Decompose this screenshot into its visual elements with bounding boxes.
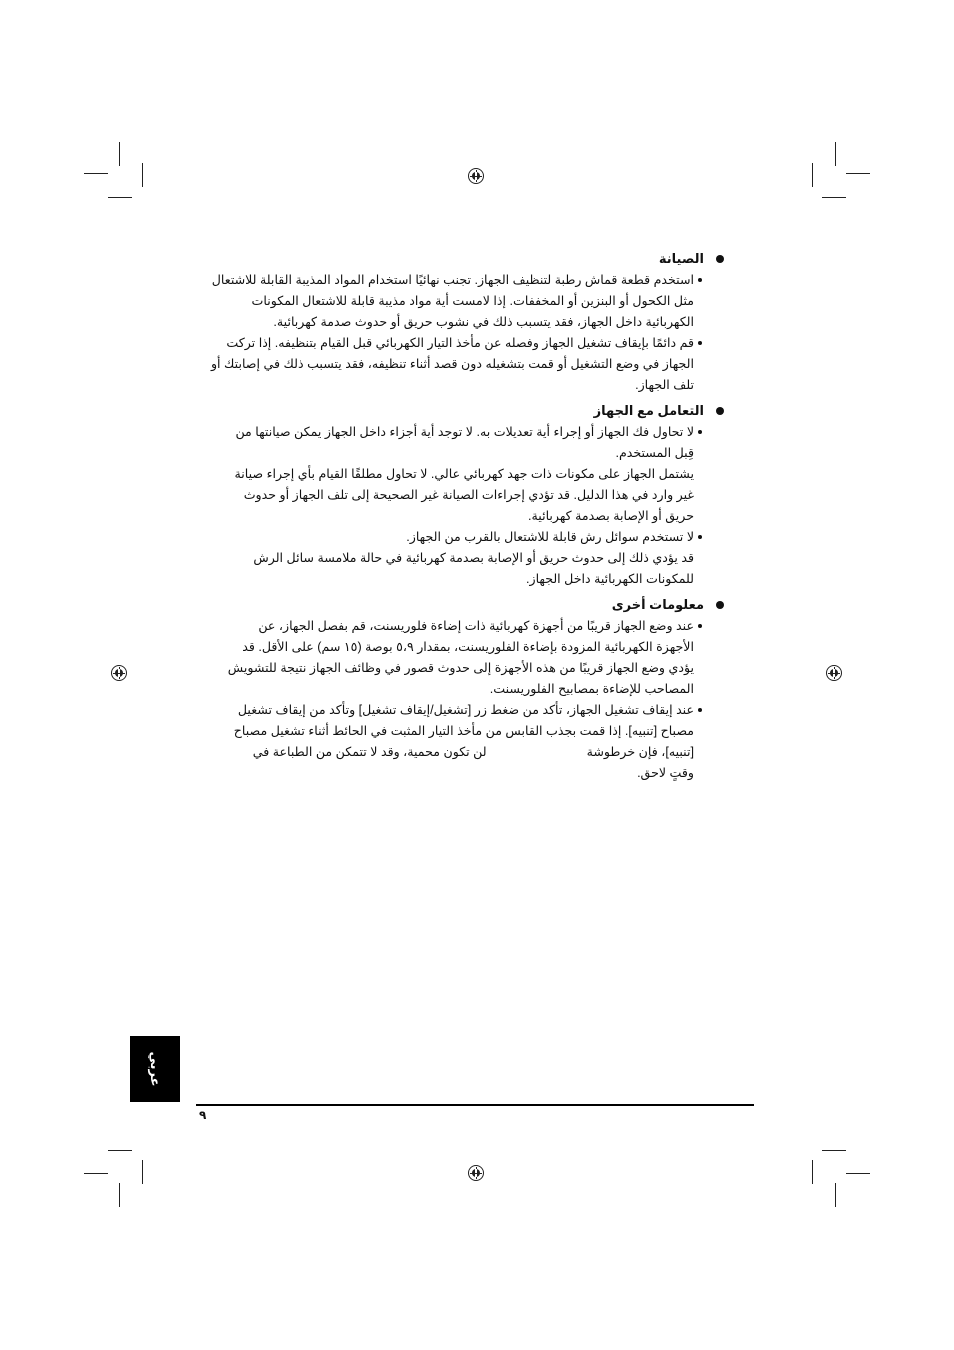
bullet-icon (698, 278, 702, 282)
text-line: مثل الكحول أو البنزين أو المخففات. إذا لامست أية مواد مذيبة قابلة للاشتعال المكونات (251, 294, 694, 308)
section-title-text: الصيانة (658, 251, 704, 266)
text-line: لا تحاول فك الجهاز أو إجراء أية تعديلات به. لا توجد أية أجزاء داخل الجهاز يمكن صيانتها من (235, 425, 694, 439)
text-line: لا تستخدم سوائل رش قابلة للاشتعال بالقرب من الجهاز. (406, 530, 694, 544)
crop-mark (835, 142, 836, 166)
bullet-icon (698, 430, 702, 434)
section-title (196, 594, 724, 615)
bullet-icon (716, 255, 724, 263)
text-line: تلف الجهاز. (635, 378, 694, 392)
text-line: للمكونات الكهربائية داخل الجهاز. (525, 572, 694, 586)
text-line: الكهربائية داخل الجهاز، فقد يتسبب ذلك في نشوب حريق أو حدوث صدمة كهربائية. (273, 315, 694, 329)
crop-mark (846, 173, 870, 174)
crop-mark (84, 173, 108, 174)
list-item (196, 333, 724, 396)
bullet-icon (698, 341, 702, 345)
bullet-icon (698, 535, 702, 539)
crop-mark (119, 142, 120, 166)
text-line: غير وارد في هذا الدليل. قد تؤدي إجراءات الصيانة غير الصحيحة إلى تلف الجهاز أو حدوث (243, 488, 694, 502)
text-line: الجهاز في وضع التشغيل أو قمت بتشغيله دون قصد أثناء تنظيفه، فقد يتسبب ذلك في إصابتك أو (210, 357, 694, 371)
bullet-icon (698, 708, 702, 712)
section-maintenance (196, 248, 724, 396)
registration-mark-icon (826, 665, 842, 681)
text-line: حريق أو الإصابة بصدمة كهربائية. (528, 509, 694, 523)
text-line: قم دائمًا بإيقاف تشغيل الجهاز وفصله عن مأخذ التيار الكهربائي قبل القيام بتنظيفه. إذا تركت (226, 336, 694, 350)
text-line: الأجهزة الكهربائية المزودة بإضاءة الفلوريسنت، بمقدار ٥،٩ بوصة (١٥ سم) على الأقل. قد (242, 640, 694, 654)
registration-mark-icon (468, 168, 484, 184)
footer-rule (196, 1104, 754, 1106)
text-line (168, 742, 694, 763)
crop-mark (812, 1160, 813, 1184)
crop-mark (812, 163, 813, 187)
crop-mark (84, 1173, 108, 1174)
crop-mark (142, 1160, 143, 1184)
registration-mark-icon (468, 1165, 484, 1181)
list-item (196, 270, 724, 333)
page-content (196, 248, 724, 788)
text-fragment: [تنبيه]، فإن خرطوشة (586, 745, 694, 759)
section-title (196, 400, 724, 421)
text-fragment: لن تكون محمية، وقد لا تتمكن من الطباعة في (252, 745, 487, 759)
text-line: يشتمل الجهاز على مكونات ذات جهد كهربائي عالي. لا تحاول مطلقًا القيام بأي إجراء صيانة (234, 467, 694, 481)
text-line: يؤدي وضع الجهاز قريبًا من هذه الأجهزة إلى حدوث قصور في وظائف الجهاز نتيجة للتشويش (227, 661, 694, 675)
crop-mark (835, 1183, 836, 1207)
crop-mark (822, 197, 846, 198)
list-item (196, 616, 724, 700)
text-line: استخدم قطعة قماش رطبة لتنظيف الجهاز. تجنب نهائيًا استخدام المواد المذيبة القابلة للاشتعال (211, 273, 694, 287)
section-handling (196, 400, 724, 590)
section-other-info (196, 594, 724, 784)
language-tab-label: عربي (148, 1051, 163, 1087)
crop-mark (142, 163, 143, 187)
page-number: ٩ (199, 1108, 207, 1122)
crop-mark (846, 1173, 870, 1174)
crop-mark (119, 1183, 120, 1207)
section-title-text: معلومات أخرى (611, 597, 704, 612)
text-line: قد يؤدي ذلك إلى حدوث حريق أو الإصابة بصدمة كهربائية في حالة ملامسة سائل الرش (253, 551, 694, 565)
registration-mark-icon (111, 665, 127, 681)
crop-mark (108, 1150, 132, 1151)
bullet-icon (698, 624, 702, 628)
list-item (196, 700, 724, 784)
bullet-icon (716, 407, 724, 415)
text-line: مصباح [تنبيه]. إذا قمت بجذب القابس من مأخذ التيار المثبت في الحائط أثناء تشغيل مصباح (233, 724, 694, 738)
list-item (196, 527, 724, 590)
section-title (196, 248, 724, 269)
section-title-text: التعامل مع الجهاز (593, 403, 704, 418)
text-line: قِبل المستخدم. (615, 446, 694, 460)
bullet-icon (716, 601, 724, 609)
text-line: عند إيقاف تشغيل الجهاز، تأكد من ضغط زر [تشغيل/إيقاف تشغيل] وتأكد من إيقاف تشغيل (237, 703, 694, 717)
text-line: وقتٍ لاحق. (637, 766, 694, 780)
language-tab (130, 1036, 180, 1102)
crop-mark (822, 1150, 846, 1151)
text-line: عند وضع الجهاز قريبًا من أجهزة كهربائية ذات إضاءة فلوريسنت، قم بفصل الجهاز، عن (258, 619, 694, 633)
list-item (196, 422, 724, 527)
text-line: المصاحب للإضاءة بمصابيح الفلوريسنت. (489, 682, 694, 696)
crop-mark (108, 197, 132, 198)
